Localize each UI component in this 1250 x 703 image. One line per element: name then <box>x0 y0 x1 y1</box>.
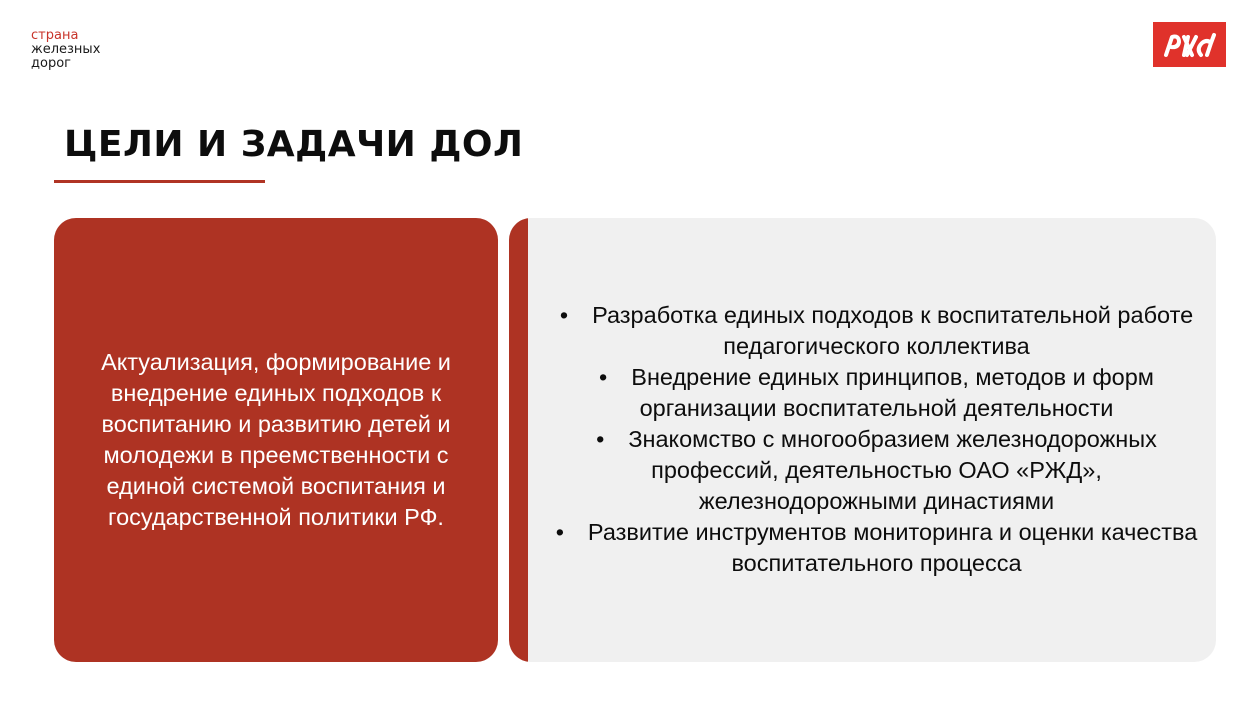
bullet-icon: • <box>559 302 569 328</box>
tasks-card <box>509 218 1216 662</box>
brand-wordmark <box>31 29 100 71</box>
brand-line-2: железных <box>31 42 101 57</box>
tasks-list <box>544 300 1209 579</box>
bullet-icon: • <box>596 426 605 452</box>
list-item <box>544 362 1209 424</box>
rzd-logo-icon <box>1153 22 1226 67</box>
task-text: Знакомство с многообразием железнодорожных профессий, деятельностью ОАО «РЖД», железнодорожными династиями <box>628 426 1157 514</box>
goal-text: Актуализация, формирование и внедрение единых подходов к воспитанию и развитию детей и молодежи в преемственности с единой системой воспитания и государственной политики РФ. <box>101 349 451 530</box>
task-text: Разработка единых подходов к воспитательной работе педагогического коллектива <box>592 302 1194 359</box>
goal-card <box>54 218 498 662</box>
list-item <box>544 424 1209 517</box>
rzd-logo-glyph <box>1162 31 1218 59</box>
task-text: Внедрение единых принципов, методов и форм организации воспитательной деятельности <box>631 364 1154 421</box>
bullet-icon: • <box>599 364 608 390</box>
brand-line-1: страна <box>31 28 79 43</box>
brand-line-3: дорог <box>31 56 71 71</box>
list-item <box>544 517 1209 579</box>
list-item <box>544 300 1209 362</box>
page-title: ЦЕЛИ И ЗАДАЧИ ДОЛ <box>64 124 524 165</box>
title-underline <box>54 180 265 183</box>
task-text: Развитие инструментов мониторинга и оценки качества воспитательного процесса <box>587 519 1198 576</box>
bullet-icon: • <box>555 519 564 545</box>
tasks-card-stripe <box>509 218 528 662</box>
